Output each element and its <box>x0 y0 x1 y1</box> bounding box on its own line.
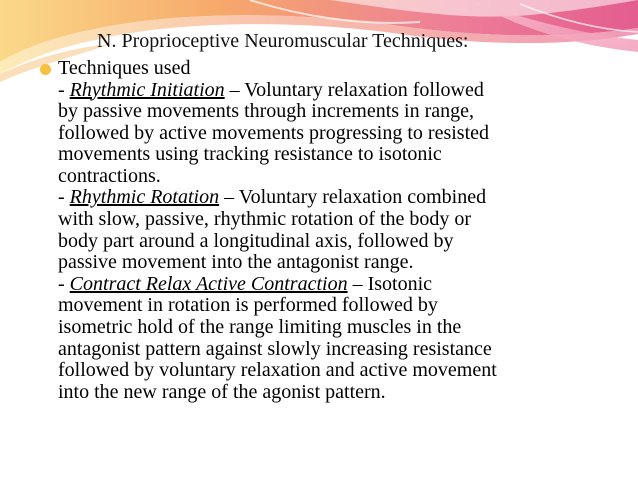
text-line: into the new range of the agonist pattern. <box>58 380 386 403</box>
text-line: followed by voluntary relaxation and active movement <box>58 359 497 382</box>
text-line: by passive movements through increments in range, <box>58 100 475 123</box>
text-line: body part around a longitudinal axis, followed by <box>58 229 454 252</box>
item-prefix: - <box>58 272 70 295</box>
technique-rhythmic-rotation <box>40 187 632 273</box>
technique-rhythmic-initiation <box>40 80 632 188</box>
text-line: – Voluntary relaxation combined <box>219 186 487 209</box>
text-line: antagonist pattern against slowly increasing resistance <box>58 337 492 360</box>
item-prefix: - <box>58 186 70 209</box>
technique-term: Rhythmic Rotation <box>69 186 220 209</box>
slide-content <box>40 58 632 403</box>
technique-term: Contract Relax Active Contraction <box>69 272 348 295</box>
text-line: contractions. <box>58 164 161 187</box>
item-prefix: - <box>58 78 70 101</box>
text-line: with slow, passive, rhythmic rotation of the body or <box>58 208 472 231</box>
slide-title: N. Proprioceptive Neuromuscular Techniques: <box>97 30 469 52</box>
technique-contract-relax-active-contraction <box>40 274 632 404</box>
text-line: isometric hold of the range limiting muscles in the <box>58 316 462 339</box>
text-line: followed by active movements progressing to resisted <box>58 121 490 144</box>
text-line: movement in rotation is performed followed by <box>58 294 438 317</box>
bullet-item-techniques <box>40 58 632 80</box>
bullet-label: Techniques used <box>58 57 191 79</box>
bullet-dot-icon <box>40 64 51 75</box>
text-line: – Voluntary relaxation followed <box>224 78 484 101</box>
technique-term: Rhythmic Initiation <box>69 78 225 101</box>
text-line: – Isotonic <box>347 272 433 295</box>
text-line: passive movement into the antagonist range. <box>58 251 414 274</box>
text-line: movements using tracking resistance to isotonic <box>58 143 442 166</box>
